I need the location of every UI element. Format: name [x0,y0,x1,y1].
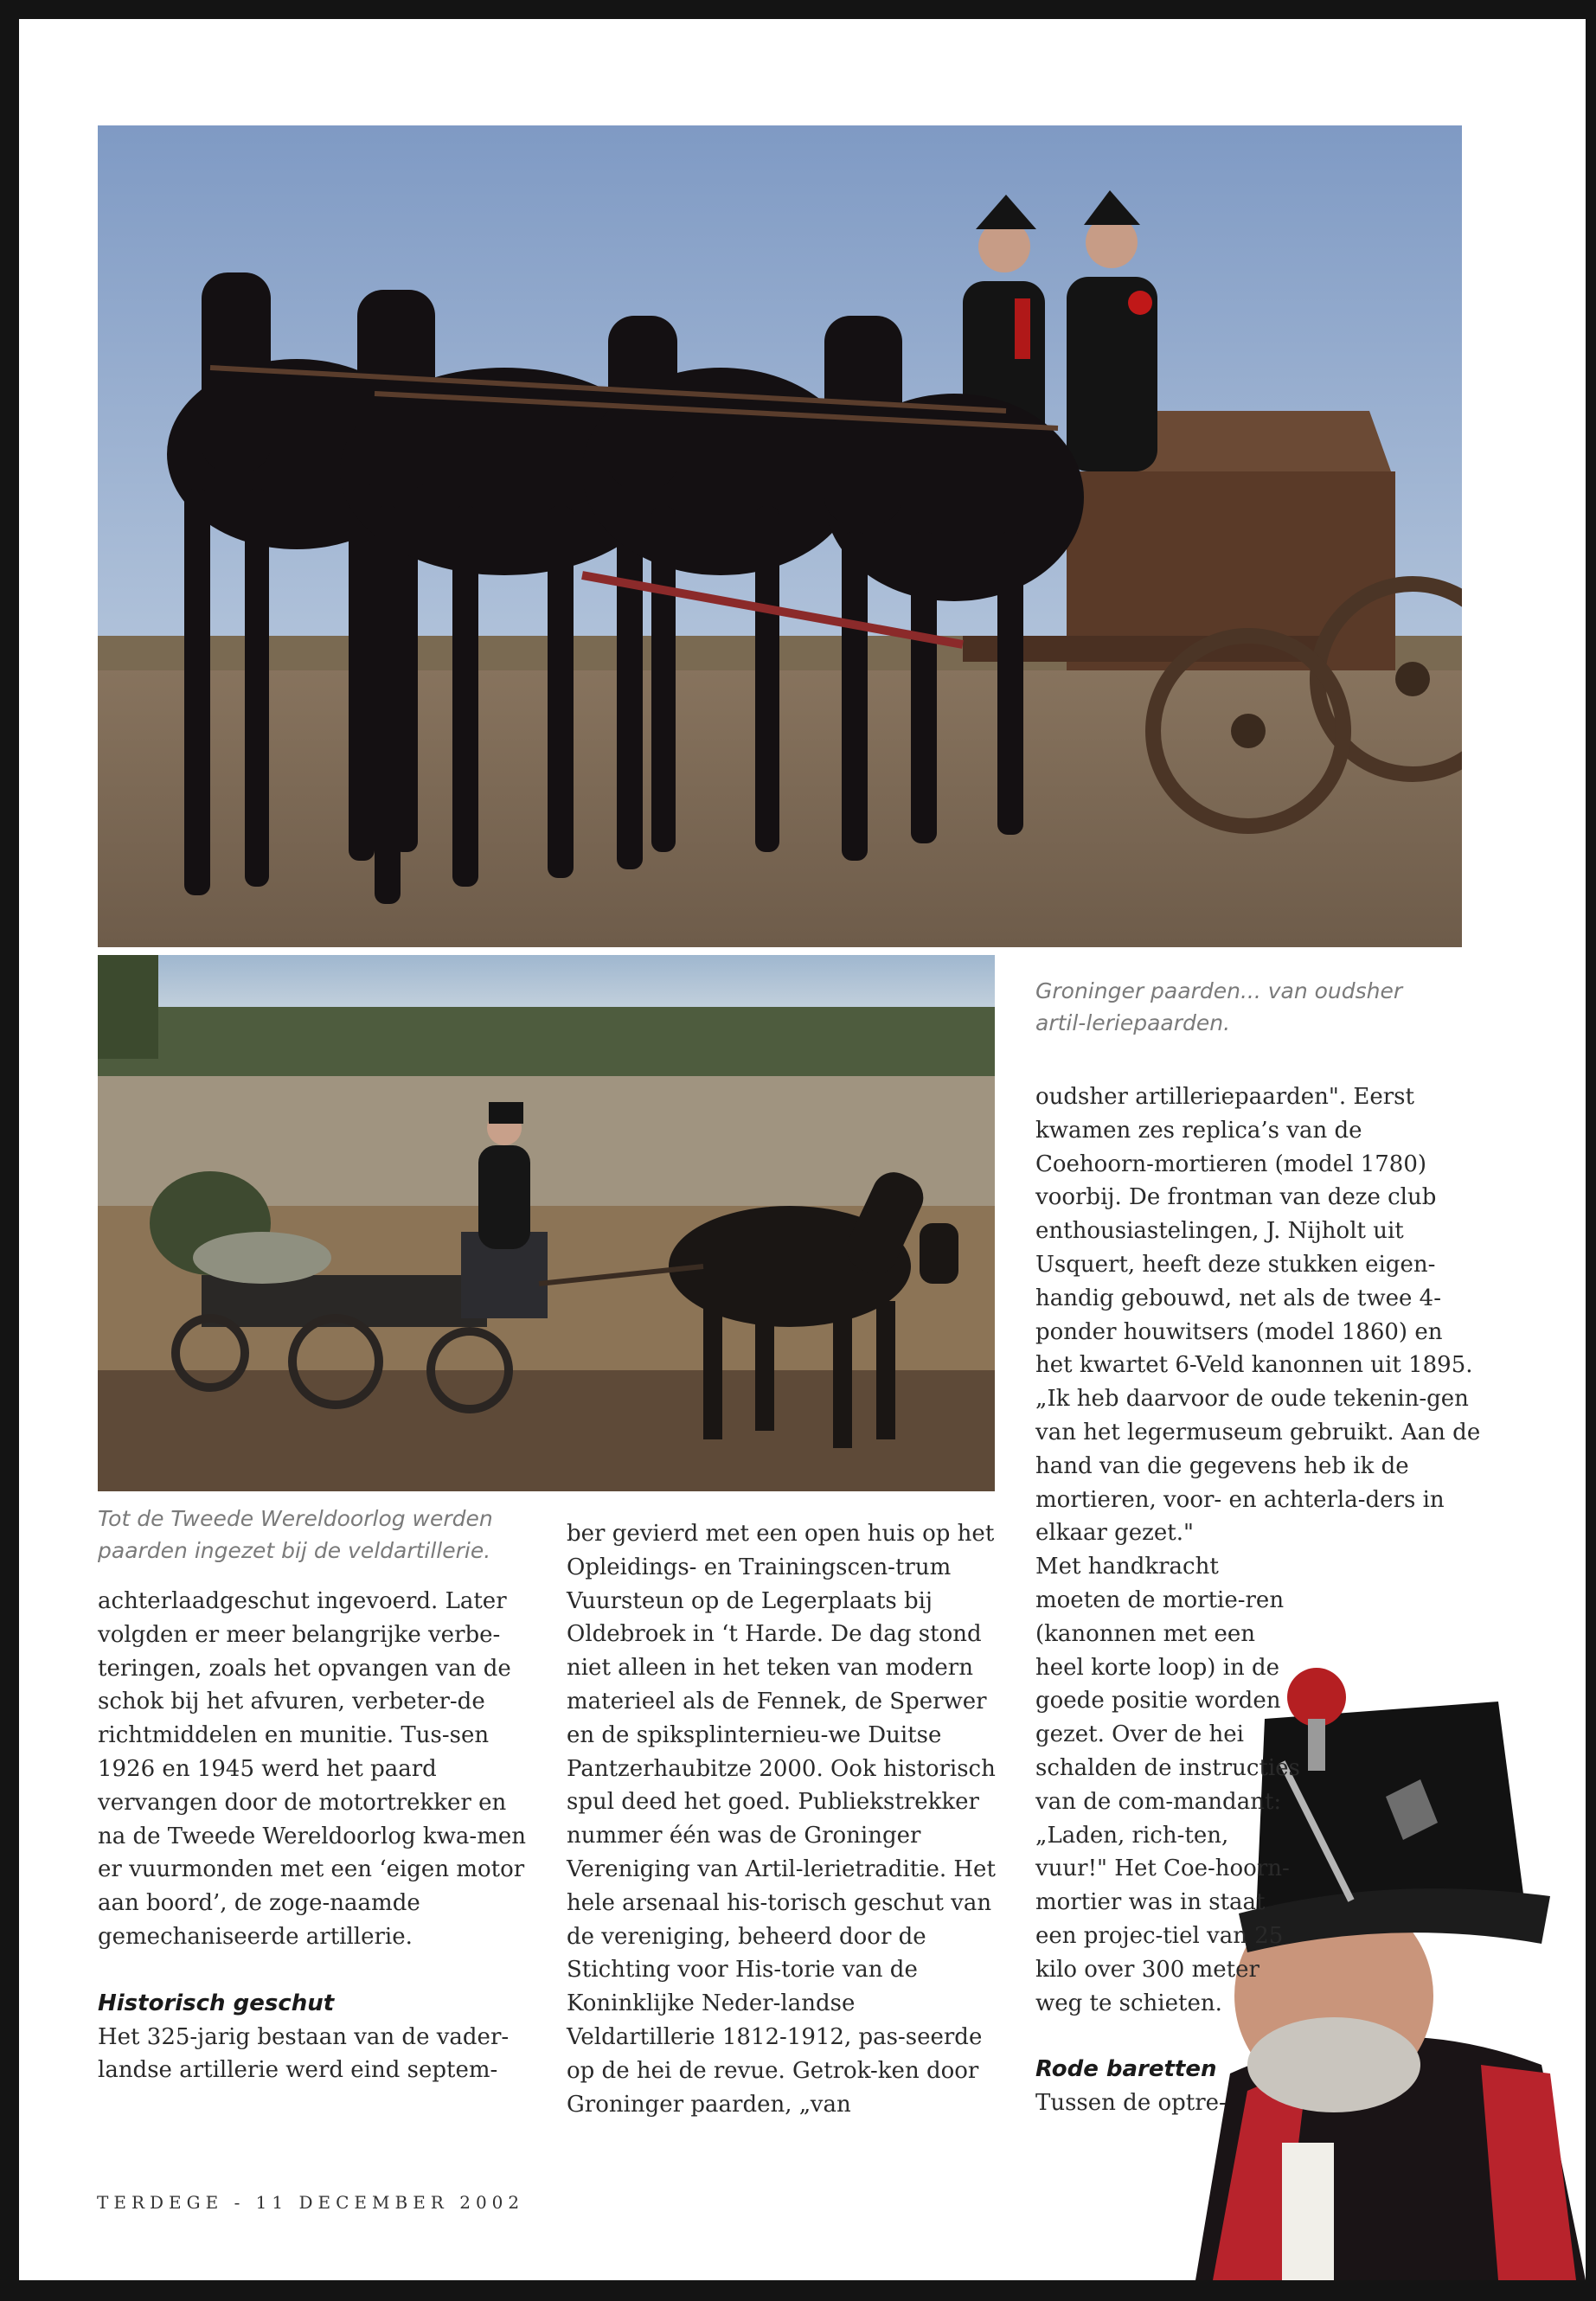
col3-paragraph-2: „Ik heb daarvoor de oude tekenin-gen van het legermuseum gebruikt. Aan de hand van die gegevens heb ik de mortieren, voor- en achterla-ders in elkaar gezet." [1035,1386,1481,1547]
col1-paragraph-1: achterlaadgeschut ingevoerd. Later volgden er meer belangrijke verbe-teringen, zoals het opvangen van de schok bij het afvuren, verbeter-de richtmiddelen en munitie. Tus-sen 1926 en 1945 werd het paard vervangen door de motortrekker en na de Tweede Wereldoorlog kwa-men er vuurmonden met een ‘eigen motor aan boord’, de zoge-naamde gemechaniseerde artillerie. [98,1588,527,1950]
page-footer: TERDEGE - 11 DECEMBER 2002 [97,2192,525,2213]
col3-paragraph-4: Tussen de optre- [1035,2090,1227,2117]
col3-paragraph-1: oudsher artilleriepaarden". Eerst kwamen zes replica’s van de Coehoorn-mortieren (model 1780) voorbij. De frontman van deze club enthousiastelingen, J. Nijholt uit Usquert, heeft deze stukken eigen-handig gebouwd, net als de twee 4-ponder houwitsers (model 1860) en het kwartet 6-Veld kanonnen uit 1895. [1035,1084,1473,1379]
column-2 [567,1517,1008,2121]
column-1 [98,1585,539,2087]
col2-paragraph-1: ber gevierd met een open huis op het Opleidings- en Trainingscen-trum Vuursteun op de Legerplaats bij Oldebroek in ‘t Harde. De dag stond niet alleen in het teken van modern materieel als de Fennek, de Sperwer en de spiksplinternieu-we Duitse Pantzerhaubitze 2000. Ook historisch spul deed het goed. Publiekstrekker nummer één was de Groninger Vereniging van Artil-lerietraditie. Het hele arsenaal his-torisch geschut van de vereniging, beheerd door de Stichting voor His-torie van de Koninklijke Neder-landse Veldartillerie 1812-1912, pas-seerde op de hei de revue. Getrok-ken door Groninger paarden, „van [567,1521,996,2118]
col1-paragraph-2: Het 325-jarig bestaan van de vader-landse artillerie werd eind septem- [98,2023,510,2084]
heading-historisch-geschut: Historisch geschut [98,1990,335,2016]
col3-paragraph-3: Met handkracht moeten de mortie-ren (kanonnen met een heel korte loop) in de goede positie worden gezet. Over de hei schalden de instructies van de com-mandant: „Laden, rich-ten, vuur!" Het Coe-hoorn-mortier was in staat een projec-tiel van 25 kilo over 300 meter weg te schieten. [1035,1554,1300,2016]
photo-horse-wagon [98,125,1462,947]
heading-rode-baretten: Rode baretten [1035,2056,1217,2083]
photo-gun-carriage [98,955,995,1491]
caption-groninger: Groninger paarden... van oudsher artil-leriepaarden. [1035,978,1403,1035]
magazine-page [19,19,1586,2280]
caption-veldartillerie: Tot de Tweede Wereldoorlog werden paarden ingezet bij de veldartillerie. [98,1506,493,1563]
column-3 [1035,1080,1485,2120]
